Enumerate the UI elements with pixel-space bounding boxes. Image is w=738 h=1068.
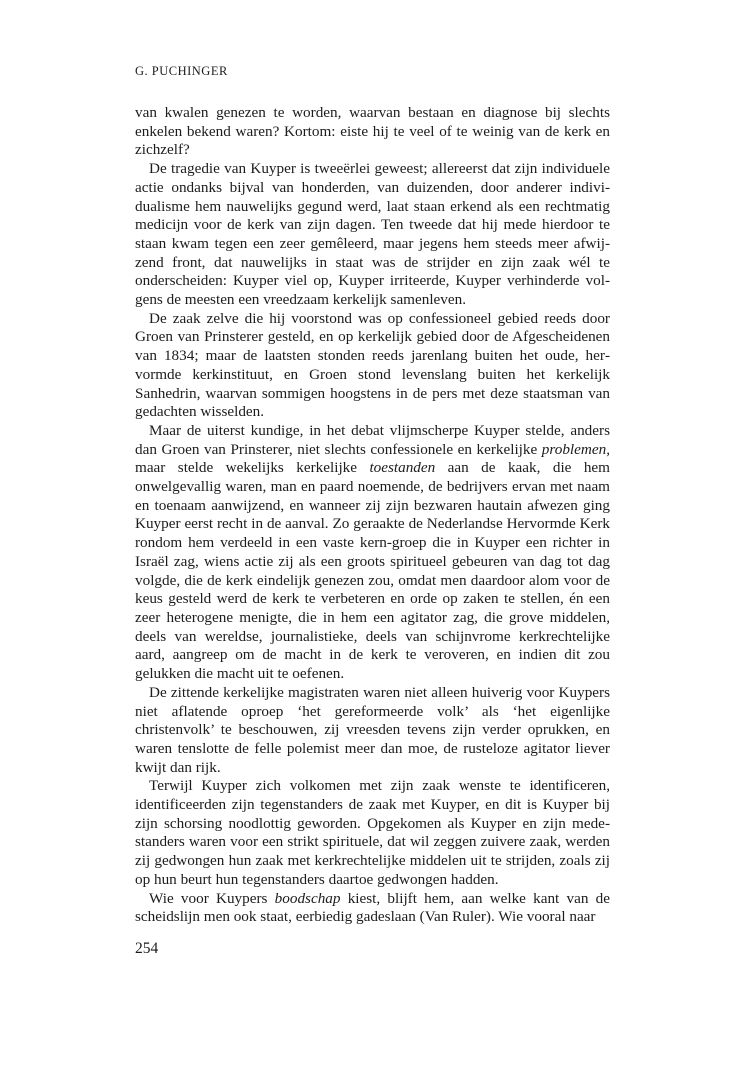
page-number: 254 xyxy=(135,940,159,957)
paragraph-4 xyxy=(135,422,610,684)
paragraph-7-text-b: kiest, blijft hem, aan welke kant van de scheidslijn men ook staat, eerbiedig gadeslaan (Van Ruler). Wie vooral naar xyxy=(135,889,610,926)
paragraph-1-text: van kwalen genezen te worden, waarvan bestaan en diagnose bij slechts enkelen bekend waren? Kortom: eiste hij te veel of te weinig van de kerk en zichzelf? xyxy=(135,104,610,159)
paragraph-6 xyxy=(135,777,610,889)
paragraph-7-italic-boodschap: boodschap xyxy=(274,889,341,907)
paragraph-4-text-b: , maar stelde wekelijks kerkelijke xyxy=(135,440,610,477)
paragraph-3 xyxy=(135,310,610,422)
paragraph-3-text: De zaak zelve die hij voorstond was op confessioneel gebied reeds door Groen van Prinsterer gesteld, en op kerkelijk gebied door de Afgescheidenen van 1834; maar de laatsten stonden reeds jarenlang buiten het oude, hervormde kerkinstituut, en Groen stond levenslang buiten het kerkelijk Sanhedrin, waarvan sommigen hoogstens in de pers met deze staatsman van gedachten wisselden. xyxy=(135,309,610,421)
paragraph-1 xyxy=(135,104,610,160)
paragraph-5-text: De zittende kerkelijke magistraten waren niet alleen huiverig voor Kuypers niet aflatende oproep ‘het gereformeerde volk’ als ‘het eigenlijke christenvolk’ te beschouwen, zij vreesden tevens zijn verder oprukken, en waren tenslotte de felle polemist meer dan moe, de rusteloze agitator liever kwijt dan rijk. xyxy=(135,683,610,776)
paragraph-4-text-a: Maar de uiterst kundige, in het debat vlijmscherpe Kuyper stelde, anders dan Groen van Prinsterer, niet slechts confessionele en kerkelijke xyxy=(135,421,610,458)
paragraph-6-text: Terwijl Kuyper zich volkomen met zijn zaak wenste te identificeren, identificeerden zijn tegenstanders de zaak met Kuyper, en dit is Kuyper bij zijn schorsing noodlottig geworden. Opgekomen als Kuyper en zijn medestanders waren voor een strikt spirituele, dat wil zeggen zuivere zaak, werden zij gedwongen hun zaak met kerkrechtelijke middelen uit te strijden, zoals zij op hun beurt hun tegenstanders daartoe gedwongen hadden. xyxy=(135,777,610,888)
paragraph-2 xyxy=(135,160,610,310)
running-head: G. PUCHINGER xyxy=(135,64,228,78)
paragraph-7-text-a: Wie voor Kuypers xyxy=(149,889,275,907)
paragraph-7 xyxy=(135,890,610,927)
body-text xyxy=(135,104,610,927)
paragraph-4-italic-toestanden: toestanden xyxy=(369,459,436,477)
paragraph-5 xyxy=(135,684,610,778)
paragraph-2-text: De tragedie van Kuyper is tweeërlei geweest; allereerst dat zijn individuele actie ondanks bijval van honderden, van duizenden, door anderer individualisme hem nauwelijks gegund werd, laat staan erkend als een rechtmatig medicijn voor de kerk van zijn dagen. Ten tweede dat hij mede hierdoor te staan kwam tegen een zeer gemêleerd, maar jegens hem steeds meer afwijzend front, dat nauwelijks in staat was de strijder en zijn zaak wél te onderscheiden: Kuyper viel op, Kuyper irriteerde, Kuyper verhinderde volgens de meesten een vreedzaam kerkelijk samenleven. xyxy=(135,160,610,309)
paragraph-4-text-c: aan de kaak, die hem onwelgevallig waren, man en paard noemende, de bedrijvers ervan met naam en toenaam aanwijzend, en wanneer zij zijn bezwaren hautain afwezen ging Kuyper eerst recht in de aanval. Zo geraakte de Nederlandse Hervormde Kerk rondom hem verdeeld in een vaste kern-groep die in Kuyper een richter in Israël zag, wiens actie zij als een groots spiritueel gebeuren van dag tot dag volgde, die de kerk eindelijk genezen zou, omdat men daardoor alom voor de keus gesteld werd de kerk te verbeteren en orde op zaken te stellen, én een zeer heterogene menigte, die in hem een agitator zag, die grove middelen, deels van wereldse, journalistieke, deels van schijnvrome kerkrechtelijke aard, aangreep om de macht in de kerk te veroveren, en indien dit zou gelukken die macht uit te oefenen. xyxy=(135,459,610,683)
paragraph-4-italic-problemen: problemen xyxy=(541,440,607,458)
